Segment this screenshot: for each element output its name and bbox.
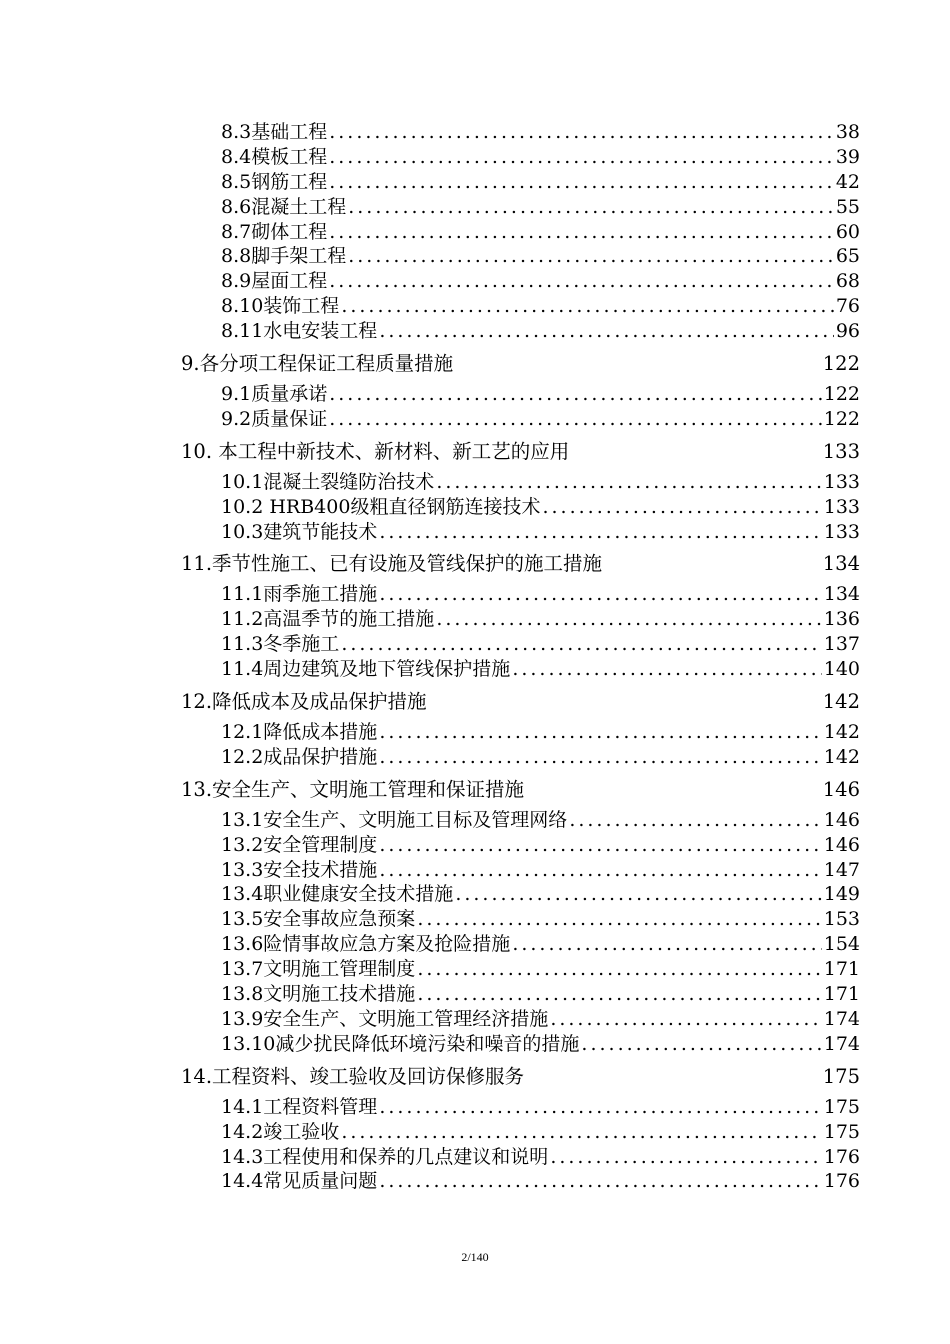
toc-entry-page-number: 174 (823, 1032, 860, 1055)
toc-leader-dots (436, 470, 821, 495)
toc-entry-title: 13.3安全技术措施 (221, 858, 378, 881)
toc-leader-dots (329, 145, 834, 170)
toc-entry-page-number: 96 (835, 320, 860, 343)
toc-leader-dots (341, 1120, 821, 1145)
toc-subsection-entry[interactable] (181, 319, 860, 344)
toc-entry-page-number: 122 (822, 352, 860, 376)
toc-subsection-entry[interactable] (181, 932, 860, 957)
toc-entry-page-number: 142 (823, 721, 860, 744)
toc-entry-title: 11.3冬季施工 (221, 633, 340, 656)
toc-entry-title: 10.1混凝土裂缝防治技术 (221, 470, 435, 493)
toc-entry-page-number: 122 (823, 407, 860, 430)
toc-section-entry[interactable] (181, 548, 860, 579)
toc-entry-page-number: 38 (835, 121, 860, 143)
toc-entry-page-number: 140 (823, 658, 860, 681)
toc-entry-title: 13.2安全管理制度 (221, 833, 378, 856)
toc-leader-dots (329, 407, 822, 432)
toc-subsection-entry[interactable] (181, 632, 860, 657)
toc-entry-title: 11.1雨季施工措施 (221, 583, 378, 606)
toc-entry-title: 10. 本工程中新技术、新材料、新工艺的应用 (181, 439, 570, 463)
toc-entry-page-number: 42 (835, 170, 860, 193)
toc-entry-page-number: 174 (823, 1007, 860, 1030)
toc-entry-page-number: 65 (835, 245, 860, 268)
toc-subsection-entry[interactable] (181, 582, 860, 607)
toc-entry-title: 10.2 HRB400级粗直径钢筋连接技术 (221, 495, 541, 518)
toc-entry-title: 10.3建筑节能技术 (221, 520, 378, 543)
toc-section-entry[interactable] (181, 436, 860, 467)
toc-subsection-entry[interactable] (181, 382, 860, 407)
toc-entry-page-number: 147 (823, 858, 860, 881)
toc-entry-page-number: 142 (822, 690, 860, 714)
toc-entry-page-number: 133 (823, 520, 860, 543)
toc-entry-page-number: 60 (835, 220, 860, 243)
toc-entry-title: 8.5钢筋工程 (221, 170, 328, 193)
toc-entry-page-number: 133 (822, 439, 860, 463)
toc-subsection-entry[interactable] (181, 882, 860, 907)
toc-entry-page-number: 175 (823, 1095, 860, 1118)
toc-leader-dots (379, 720, 821, 745)
toc-subsection-entry[interactable] (181, 607, 860, 632)
toc-entry-page-number: 176 (823, 1170, 860, 1193)
toc-section-entry[interactable] (181, 774, 860, 805)
toc-entry-page-number: 142 (823, 745, 860, 768)
toc-leader-dots (341, 632, 821, 657)
toc-section-entry[interactable] (181, 348, 860, 379)
toc-entry-title: 13.7文明施工管理制度 (221, 958, 416, 981)
toc-leader-dots (455, 882, 821, 907)
toc-subsection-entry[interactable] (181, 957, 860, 982)
toc-leader-dots (341, 294, 834, 319)
toc-entry-title: 12.2成品保护措施 (221, 745, 378, 768)
toc-entry-title: 13.9安全生产、文明施工管理经济措施 (221, 1007, 549, 1030)
toc-section-entry[interactable] (181, 1061, 860, 1092)
toc-entry-title: 13.1安全生产、文明施工目标及管理网络 (221, 808, 568, 831)
toc-leader-dots (329, 382, 822, 407)
toc-leader-dots (348, 195, 834, 220)
toc-subsection-entry[interactable] (181, 520, 860, 545)
toc-leader-dots (512, 932, 821, 957)
toc-entry-page-number: 154 (823, 933, 860, 956)
toc-leader-dots (417, 957, 821, 982)
toc-entry-title: 8.7砌体工程 (221, 220, 328, 243)
toc-leader-dots (329, 269, 834, 294)
toc-subsection-entry[interactable] (181, 657, 860, 682)
toc-leader-dots (329, 120, 834, 145)
toc-entry-title: 8.11水电安装工程 (221, 320, 378, 343)
toc-entry-page-number: 146 (823, 808, 860, 831)
toc-subsection-entry[interactable] (181, 269, 860, 294)
toc-entry-page-number: 134 (822, 552, 860, 576)
toc-entry-title: 8.3基础工程 (221, 121, 328, 143)
toc-entry-page-number: 136 (823, 608, 860, 631)
toc-subsection-entry[interactable] (181, 495, 860, 520)
toc-subsection-entry[interactable] (181, 244, 860, 269)
toc-subsection-entry[interactable] (181, 407, 860, 432)
toc-leader-dots (329, 170, 834, 195)
toc-entry-title: 13.4职业健康安全技术措施 (221, 883, 454, 906)
toc-leader-dots (542, 495, 821, 520)
toc-entry-page-number: 149 (823, 883, 860, 906)
table-of-contents (181, 120, 860, 1194)
toc-entry-page-number: 175 (823, 1120, 860, 1143)
toc-entry-page-number: 153 (823, 908, 860, 931)
toc-subsection-entry[interactable] (181, 120, 860, 145)
toc-leader-dots (512, 657, 821, 682)
toc-entry-title: 8.10装饰工程 (221, 295, 340, 318)
toc-leader-dots (569, 808, 821, 833)
toc-leader-dots (379, 1169, 821, 1194)
toc-entry-title: 13.安全生产、文明施工管理和保证措施 (181, 777, 525, 801)
toc-entry-title: 12.1降低成本措施 (221, 721, 378, 744)
toc-entry-page-number: 171 (823, 983, 860, 1006)
toc-entry-page-number: 76 (835, 295, 860, 318)
toc-leader-dots (379, 520, 821, 545)
toc-subsection-entry[interactable] (181, 1032, 860, 1057)
toc-entry-page-number: 122 (823, 383, 860, 406)
toc-subsection-entry[interactable] (181, 1145, 860, 1170)
toc-leader-dots (329, 220, 834, 245)
toc-entry-page-number: 55 (835, 195, 860, 218)
toc-entry-title: 8.9屋面工程 (221, 270, 328, 293)
toc-leader-dots (436, 607, 821, 632)
toc-entry-title: 14.2竣工验收 (221, 1120, 340, 1143)
toc-subsection-entry[interactable] (181, 833, 860, 858)
toc-subsection-entry[interactable] (181, 1007, 860, 1032)
toc-entry-title: 13.10减少扰民降低环境污染和噪音的措施 (221, 1032, 580, 1055)
toc-entry-page-number: 137 (823, 633, 860, 656)
toc-entry-title: 13.5安全事故应急预案 (221, 908, 416, 931)
toc-entry-title: 9.2质量保证 (221, 407, 328, 430)
toc-subsection-entry[interactable] (181, 1095, 860, 1120)
toc-leader-dots (581, 1032, 821, 1057)
toc-entry-title: 12.降低成本及成品保护措施 (181, 690, 427, 714)
toc-entry-title: 9.1质量承诺 (221, 383, 328, 406)
toc-subsection-entry[interactable] (181, 470, 860, 495)
toc-entry-title: 14.3工程使用和保养的几点建议和说明 (221, 1145, 549, 1168)
toc-leader-dots (379, 833, 821, 858)
toc-leader-dots (417, 982, 821, 1007)
toc-subsection-entry[interactable] (181, 170, 860, 195)
toc-entry-title: 13.6险情事故应急方案及抢险措施 (221, 933, 511, 956)
toc-subsection-entry[interactable] (181, 982, 860, 1007)
toc-leader-dots (550, 1145, 821, 1170)
toc-leader-dots (417, 907, 821, 932)
toc-entry-page-number: 68 (835, 270, 860, 293)
toc-entry-page-number: 133 (823, 470, 860, 493)
page-number-footer: 2/140 (461, 1250, 489, 1264)
toc-entry-title: 14.1工程资料管理 (221, 1095, 378, 1118)
toc-entry-title: 11.2高温季节的施工措施 (221, 608, 435, 631)
toc-subsection-entry[interactable] (181, 720, 860, 745)
toc-entry-page-number: 146 (823, 833, 860, 856)
toc-entry-page-number: 134 (823, 583, 860, 606)
toc-entry-title: 8.6混凝土工程 (221, 195, 347, 218)
toc-subsection-entry[interactable] (181, 858, 860, 883)
toc-entry-page-number: 171 (823, 958, 860, 981)
toc-subsection-entry[interactable] (181, 1169, 860, 1194)
toc-entry-title: 13.8文明施工技术措施 (221, 983, 416, 1006)
toc-leader-dots (379, 1095, 821, 1120)
toc-subsection-entry[interactable] (181, 808, 860, 833)
toc-subsection-entry[interactable] (181, 745, 860, 770)
toc-subsection-entry[interactable] (181, 294, 860, 319)
toc-leader-dots (379, 582, 821, 607)
toc-entry-title: 8.8脚手架工程 (221, 245, 347, 268)
toc-subsection-entry[interactable] (181, 907, 860, 932)
toc-entry-title: 14.工程资料、竣工验收及回访保修服务 (181, 1064, 525, 1088)
toc-section-entry[interactable] (181, 686, 860, 717)
toc-leader-dots (379, 858, 821, 883)
toc-leader-dots (550, 1007, 821, 1032)
toc-entry-page-number: 176 (823, 1145, 860, 1168)
toc-entry-title: 14.4常见质量问题 (221, 1170, 378, 1193)
toc-leader-dots (379, 319, 834, 344)
toc-entry-title: 9.各分项工程保证工程质量措施 (181, 352, 454, 376)
toc-subsection-entry[interactable] (181, 145, 860, 170)
toc-leader-dots (379, 745, 821, 770)
toc-entry-title: 11.4周边建筑及地下管线保护措施 (221, 658, 511, 681)
toc-subsection-entry[interactable] (181, 220, 860, 245)
toc-entry-page-number: 146 (822, 777, 860, 801)
toc-entry-page-number: 175 (822, 1064, 860, 1088)
toc-leader-dots (348, 244, 834, 269)
toc-entry-title: 11.季节性施工、已有设施及管线保护的施工措施 (181, 552, 603, 576)
toc-entry-title: 8.4模板工程 (221, 145, 328, 168)
toc-subsection-entry[interactable] (181, 1120, 860, 1145)
toc-subsection-entry[interactable] (181, 195, 860, 220)
toc-entry-page-number: 133 (823, 495, 860, 518)
toc-entry-page-number: 39 (835, 145, 860, 168)
